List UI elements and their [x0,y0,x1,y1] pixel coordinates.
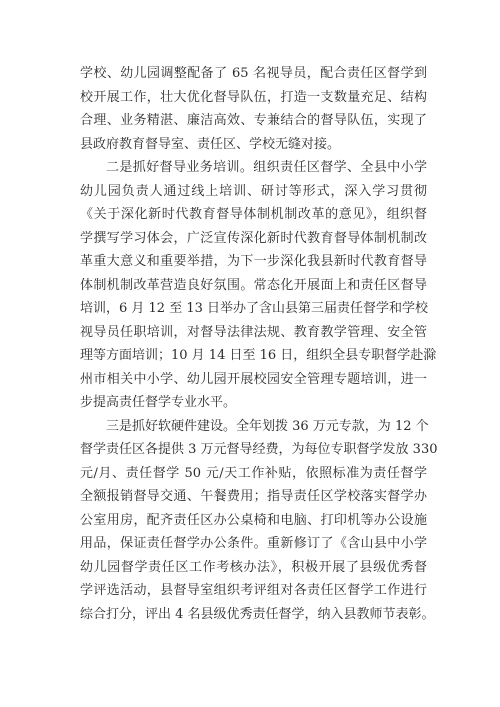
text-line: 培训，6 月 12 至 13 日举办了含山县第三届责任督学和学校 [80,301,429,316]
text-line: 步提高责任督学专业水平。 [80,395,237,410]
text-line: 三是抓好软硬件建设。全年划拨 36 万元专款，为 12 个 [106,418,429,434]
document-body [80,62,438,626]
text-line: 州市相关中小学、幼儿园开展校园安全管理专题培训，进一 [80,371,427,387]
text-line: 县政府教育督导室、责任区、学校无缝对接。 [80,136,341,152]
text-line: 全额报销督导交通、午餐费用；指导责任区学校落实督学办 [80,489,427,504]
text-line: 革重大意义和重要举措，为下一步深化我县新时代教育督导 [80,254,427,269]
paragraph-infrastructure [80,415,438,627]
paragraph-staffing [80,62,427,156]
text-line: 合理、业务精湛、廉洁高效、专兼结合的督导队伍，实现了 [80,113,427,128]
text-line: 体制机制改革营造良好氛围。常态化开展面上和责任区督导 [80,277,427,293]
text-line: 校开展工作，壮大优化督导队伍，打造一支数量充足、结构 [80,89,427,105]
text-line: 公室用房，配齐责任区办公桌椅和电脑、打印机等办公设施 [80,512,427,528]
paragraph-training [80,156,437,415]
text-line: 学评选活动，县督导室组织考评组对各责任区督学工作进行 [80,583,427,598]
text-line: 用品，保证责任督学办公条件。重新修订了《含山县中小学 [80,536,427,551]
text-line: 二是抓好督导业务培训。组织责任区督学、全县中小学 [106,160,427,175]
text-line: 幼儿园督学责任区工作考核办法》，积极开展了县级优秀督 [80,559,427,575]
text-line: 元/月、责任督学 50 元/天工作补贴，依照标准为责任督学 [80,465,427,481]
text-line: 幼儿园负责人通过线上培训、研讨等形式，深入学习贯彻 [80,183,427,199]
text-line: 综合打分，评出 4 名县级优秀责任督学，纳入县教师节表彰。 [80,606,435,622]
text-line: 学校、幼儿园调整配备了 65 名视导员，配合责任区督学到 [80,66,427,81]
text-line: 学撰写学习体会，广泛宣传深化新时代教育督导体制机制改 [80,230,427,246]
text-line: 《关于深化新时代教育督导体制机制改革的意见》，组织督 [80,207,427,222]
text-line: 督学责任区各提供 3 万元督导经费，为每位专职督学发放 330 [80,442,438,457]
text-line: 理等方面培训；10 月 14 日至 16 日，组织全县专职督学赴滁 [80,348,437,363]
text-line: 视导员任职培训，对督导法律法规、教育教学管理、安全管 [80,324,427,340]
